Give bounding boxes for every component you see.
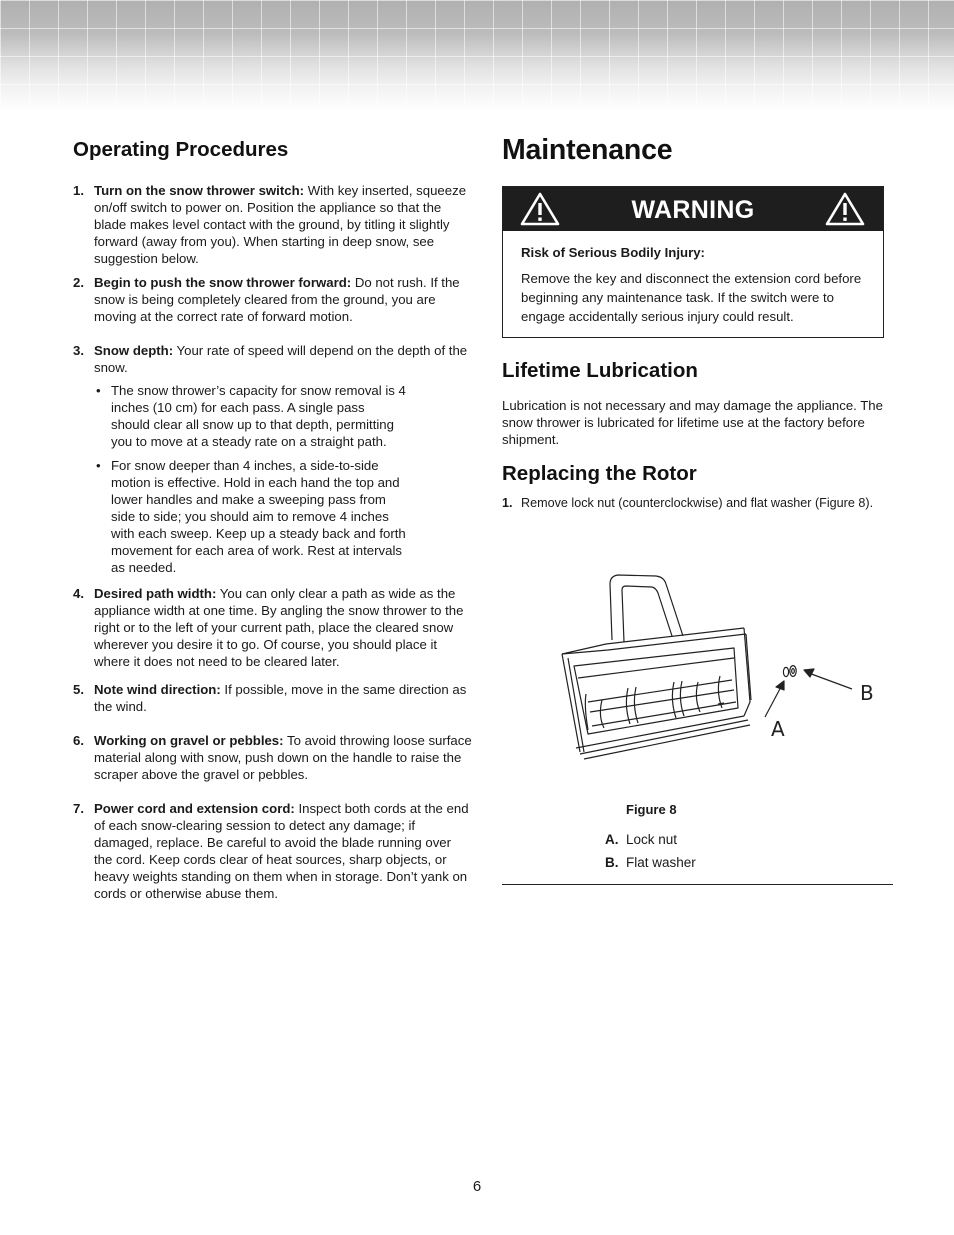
lifetime-lubrication-section	[502, 359, 894, 448]
figure-legend	[605, 828, 696, 874]
step-heading: Snow depth:	[94, 343, 174, 358]
step-heading: Power cord and extension cord:	[94, 801, 295, 816]
bullet-dot-icon: •	[96, 458, 101, 473]
step-number: 5.	[73, 682, 84, 697]
page-number: 6	[472, 1178, 482, 1195]
step-body: Do not rush. If the snow is being completely cleared from the ground, you are moving at the correct rate of forward motion.	[94, 275, 460, 324]
warning-bar	[503, 187, 883, 231]
bullet-dot-icon: •	[96, 383, 101, 398]
step-number: 3.	[73, 343, 84, 358]
step-body: With key inserted, squeeze on/off switch to power on. Position the appliance so that the blade makes level contact with the ground, by titling it slightly forward (away from you). When starting in deep snow, see suggestion below.	[94, 183, 467, 266]
figure-label-a: A	[771, 717, 785, 741]
step-number: 6.	[73, 733, 84, 748]
header-banner	[0, 0, 954, 112]
rotor-step-1	[502, 495, 902, 512]
warning-body	[503, 231, 883, 326]
step-number: 1.	[502, 496, 513, 510]
section-title-rotor: Replacing the Rotor	[502, 462, 697, 485]
step-heading: Note wind direction:	[94, 682, 221, 697]
snow-depth-bullets	[94, 382, 406, 576]
warning-text: Remove the key and disconnect the extension cord before beginning any maintenance task. If the switch were to engage accidentally serious injury could result.	[521, 271, 862, 324]
operating-procedures-column	[73, 138, 473, 902]
bullet-item: • The snow thrower’s capacity for snow removal is 4 inches (10 cm) for each pass. A single pass should clear all snow up to that depth, permitting you to move at a steady rate on a straight path.	[96, 383, 406, 449]
step-heading: Turn on the snow thrower switch:	[94, 183, 305, 198]
warning-box	[502, 186, 884, 338]
step-1	[73, 182, 473, 267]
lubrication-text: Lubrication is not necessary and may damage the appliance. The snow thrower is lubricated for lifetime use at the factory before shipment.	[502, 398, 883, 447]
rotor-step-text: Remove lock nut (counterclockwise) and flat washer (Figure 8).	[521, 496, 874, 510]
step-number: 1.	[73, 183, 84, 198]
warning-label: WARNING	[631, 196, 755, 224]
bullet-item: • For snow deeper than 4 inches, a side-to-side motion is effective. Hold in each hand the top and lower handles and make a sweeping pass from side to side; you should aim to remove 4 inches with each sweep. Keep up a steady back and forth movement for each area of work. Rest at intervals as needed.	[96, 458, 406, 575]
replacing-rotor-section	[502, 462, 902, 512]
section-divider	[502, 884, 893, 885]
step-number: 2.	[73, 275, 84, 290]
step-body: Inspect both cords at the end of each snow-clearing session to detect any damage; if damaged, replace. Be careful to avoid the blade running over the cord. Keep cords clear of heat sources, sharp objects, or heavy weights standing on them when in storage. Don’t yank on cords or otherwise abuse them.	[94, 801, 469, 901]
section-title-operating-procedures: Operating Procedures	[73, 138, 289, 161]
step-7	[73, 800, 473, 902]
step-3	[73, 342, 473, 576]
warning-triangle-icon	[825, 192, 865, 226]
step-heading: Begin to push the snow thrower forward:	[94, 275, 352, 290]
figure-caption: Figure 8	[626, 802, 677, 817]
step-heading: Working on gravel or pebbles:	[94, 733, 284, 748]
step-2	[73, 274, 473, 325]
step-body: To avoid throwing loose surface material along with snow, push down on the handle to raise the scraper above the gravel or pebbles.	[94, 733, 472, 782]
step-4	[73, 585, 473, 670]
page-title-maintenance: Maintenance	[502, 134, 673, 166]
step-number: 7.	[73, 801, 84, 816]
step-number: 4.	[73, 586, 84, 601]
operating-steps-list	[73, 182, 473, 902]
warning-heading: Risk of Serious Bodily Injury:	[521, 245, 705, 260]
step-body: Your rate of speed will depend on the depth of the snow.	[94, 343, 468, 375]
snow-thrower-rotor-illustration	[548, 566, 888, 766]
step-body: If possible, move in the same direction as the wind.	[94, 682, 467, 714]
step-heading: Desired path width:	[94, 586, 217, 601]
maintenance-heading-block	[502, 134, 894, 167]
step-6	[73, 732, 473, 783]
section-title-lubrication: Lifetime Lubrication	[502, 359, 698, 382]
figure-label-b: B	[860, 681, 874, 705]
step-body: You can only clear a path as wide as the appliance width at one time. By angling the snow thrower to the right or to the left of your current path, place the cleared snow wherever you desire it to go. Of course, you should place it where it does not need to be cleared later.	[94, 586, 464, 669]
legend-item-b: B. Flat washer	[605, 855, 696, 870]
step-5	[73, 681, 473, 715]
legend-item-a: A. Lock nut	[605, 832, 678, 847]
